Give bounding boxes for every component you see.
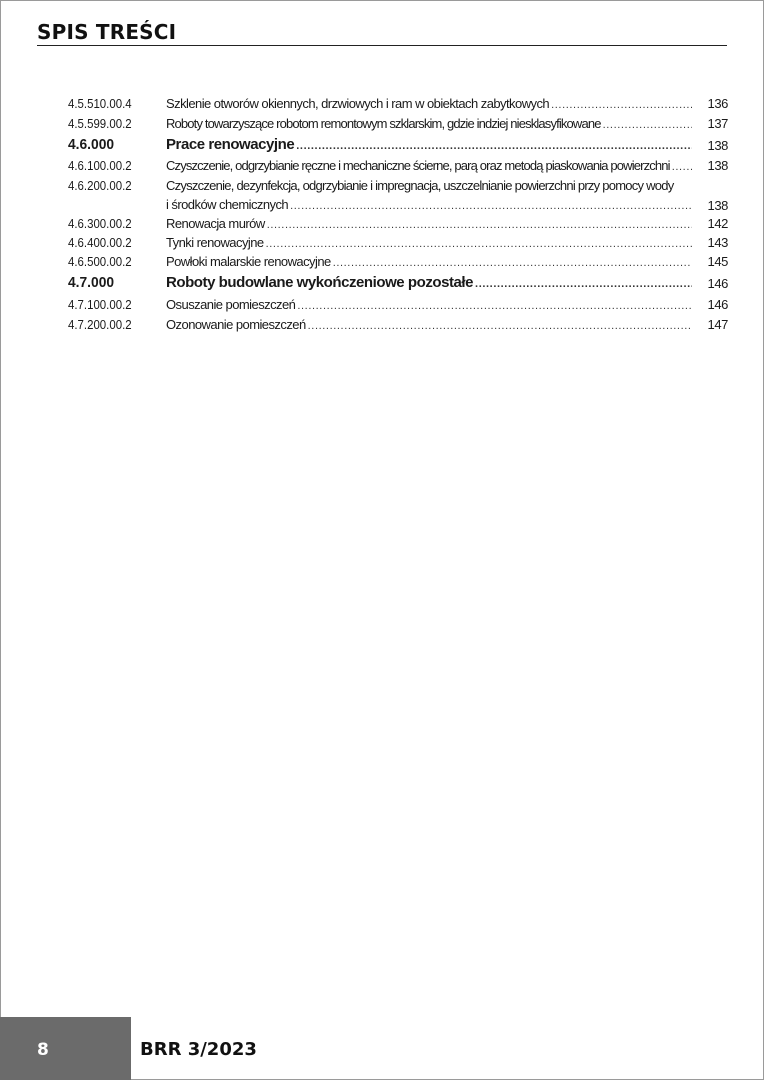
toc-entry-title: Szklenie otworów okiennych, drzwiowych i ram w obiektach zabytkowych xyxy=(166,96,550,111)
toc-leader-dots xyxy=(267,219,692,231)
footer-page-number: 8 xyxy=(37,1040,49,1060)
toc-entry-page: 143 xyxy=(707,235,728,250)
toc-leader-dots xyxy=(672,161,692,173)
toc-leader-dots xyxy=(297,300,692,312)
toc-entry-number: 4.5.510.00.4 xyxy=(68,96,132,111)
toc-entry-page: 142 xyxy=(707,216,728,231)
toc-entry-title-cont: i środków chemicznych xyxy=(166,197,289,212)
toc-entry-number: 4.7.200.00.2 xyxy=(68,317,132,332)
toc-entry-page: 145 xyxy=(707,254,728,269)
toc-entry-page: 147 xyxy=(707,317,728,332)
toc-section-page: 146 xyxy=(707,276,728,291)
title-divider xyxy=(37,45,727,46)
toc-entry-text xyxy=(166,216,692,231)
toc-section-title: Prace renowacyjne xyxy=(166,136,295,153)
toc-entry-text xyxy=(166,235,692,250)
toc-entry-text xyxy=(166,297,692,312)
toc-section-number: 4.7.000 xyxy=(68,274,115,291)
toc-section-text xyxy=(166,274,692,291)
toc-entry-title: Czyszczenie, odgrzybianie ręczne i mechaniczne ścierne, parą oraz metodą piaskowania powierzchni xyxy=(166,158,670,173)
footer-issue: BRR 3/2023 xyxy=(140,1039,257,1060)
toc-entry-title: Tynki renowacyjne xyxy=(166,235,264,250)
toc-entry-number: 4.6.100.00.2 xyxy=(68,158,132,173)
toc-entry-text xyxy=(166,116,692,131)
toc-entry-text xyxy=(166,178,692,212)
toc-section-title: Roboty budowlane wykończeniowe pozostałe xyxy=(166,274,474,291)
toc-entry-text xyxy=(166,254,692,269)
toc-entry-title: Powłoki malarskie renowacyjne xyxy=(166,254,331,269)
toc-leader-dots xyxy=(290,200,692,212)
toc-entry-number: 4.7.100.00.2 xyxy=(68,297,132,312)
toc-entry-title: Roboty towarzyszące robotom remontowym szklarskim, gdzie indziej niesklasyfikowane xyxy=(166,116,601,131)
toc-leader-dots xyxy=(308,320,692,332)
toc-entry-text xyxy=(166,158,692,173)
toc-leader-dots xyxy=(475,278,692,290)
toc-leader-dots xyxy=(603,119,692,131)
page-title: SPIS TREŚCI xyxy=(37,20,177,44)
toc-entry-number: 4.5.599.00.2 xyxy=(68,116,132,131)
toc-leader-dots xyxy=(551,99,692,111)
toc-entry-title: Czyszczenie, dezynfekcja, odgrzybianie i impregnacja, uszczelnianie powierzchni przy pomocy wody xyxy=(166,178,674,193)
toc-section-number: 4.6.000 xyxy=(68,136,115,153)
toc-entry-title: Ozonowanie pomieszczeń xyxy=(166,317,306,332)
toc-entry-text xyxy=(166,317,692,332)
toc-section-text xyxy=(166,136,692,153)
toc-entry-page: 137 xyxy=(707,116,728,131)
toc-leader-dots xyxy=(333,257,692,269)
toc-entry-number: 4.6.200.00.2 xyxy=(68,178,132,193)
toc-entry-page: 138 xyxy=(707,158,728,173)
footer-page-tab xyxy=(0,1017,131,1080)
toc-leader-dots xyxy=(266,238,692,250)
toc-entry-text xyxy=(166,96,692,111)
toc-entry-page: 146 xyxy=(707,297,728,312)
toc-entry-title: Osuszanie pomieszczeń xyxy=(166,297,296,312)
toc-section-page: 138 xyxy=(707,138,728,153)
toc-entry-number: 4.6.300.00.2 xyxy=(68,216,132,231)
toc-entry-page: 136 xyxy=(707,96,728,111)
toc-leader-dots xyxy=(296,140,692,152)
toc-entry-page: 138 xyxy=(707,198,728,213)
toc-entry-number: 4.6.500.00.2 xyxy=(68,254,132,269)
toc-entry-number: 4.6.400.00.2 xyxy=(68,235,132,250)
toc-entry-title: Renowacja murów xyxy=(166,216,265,231)
